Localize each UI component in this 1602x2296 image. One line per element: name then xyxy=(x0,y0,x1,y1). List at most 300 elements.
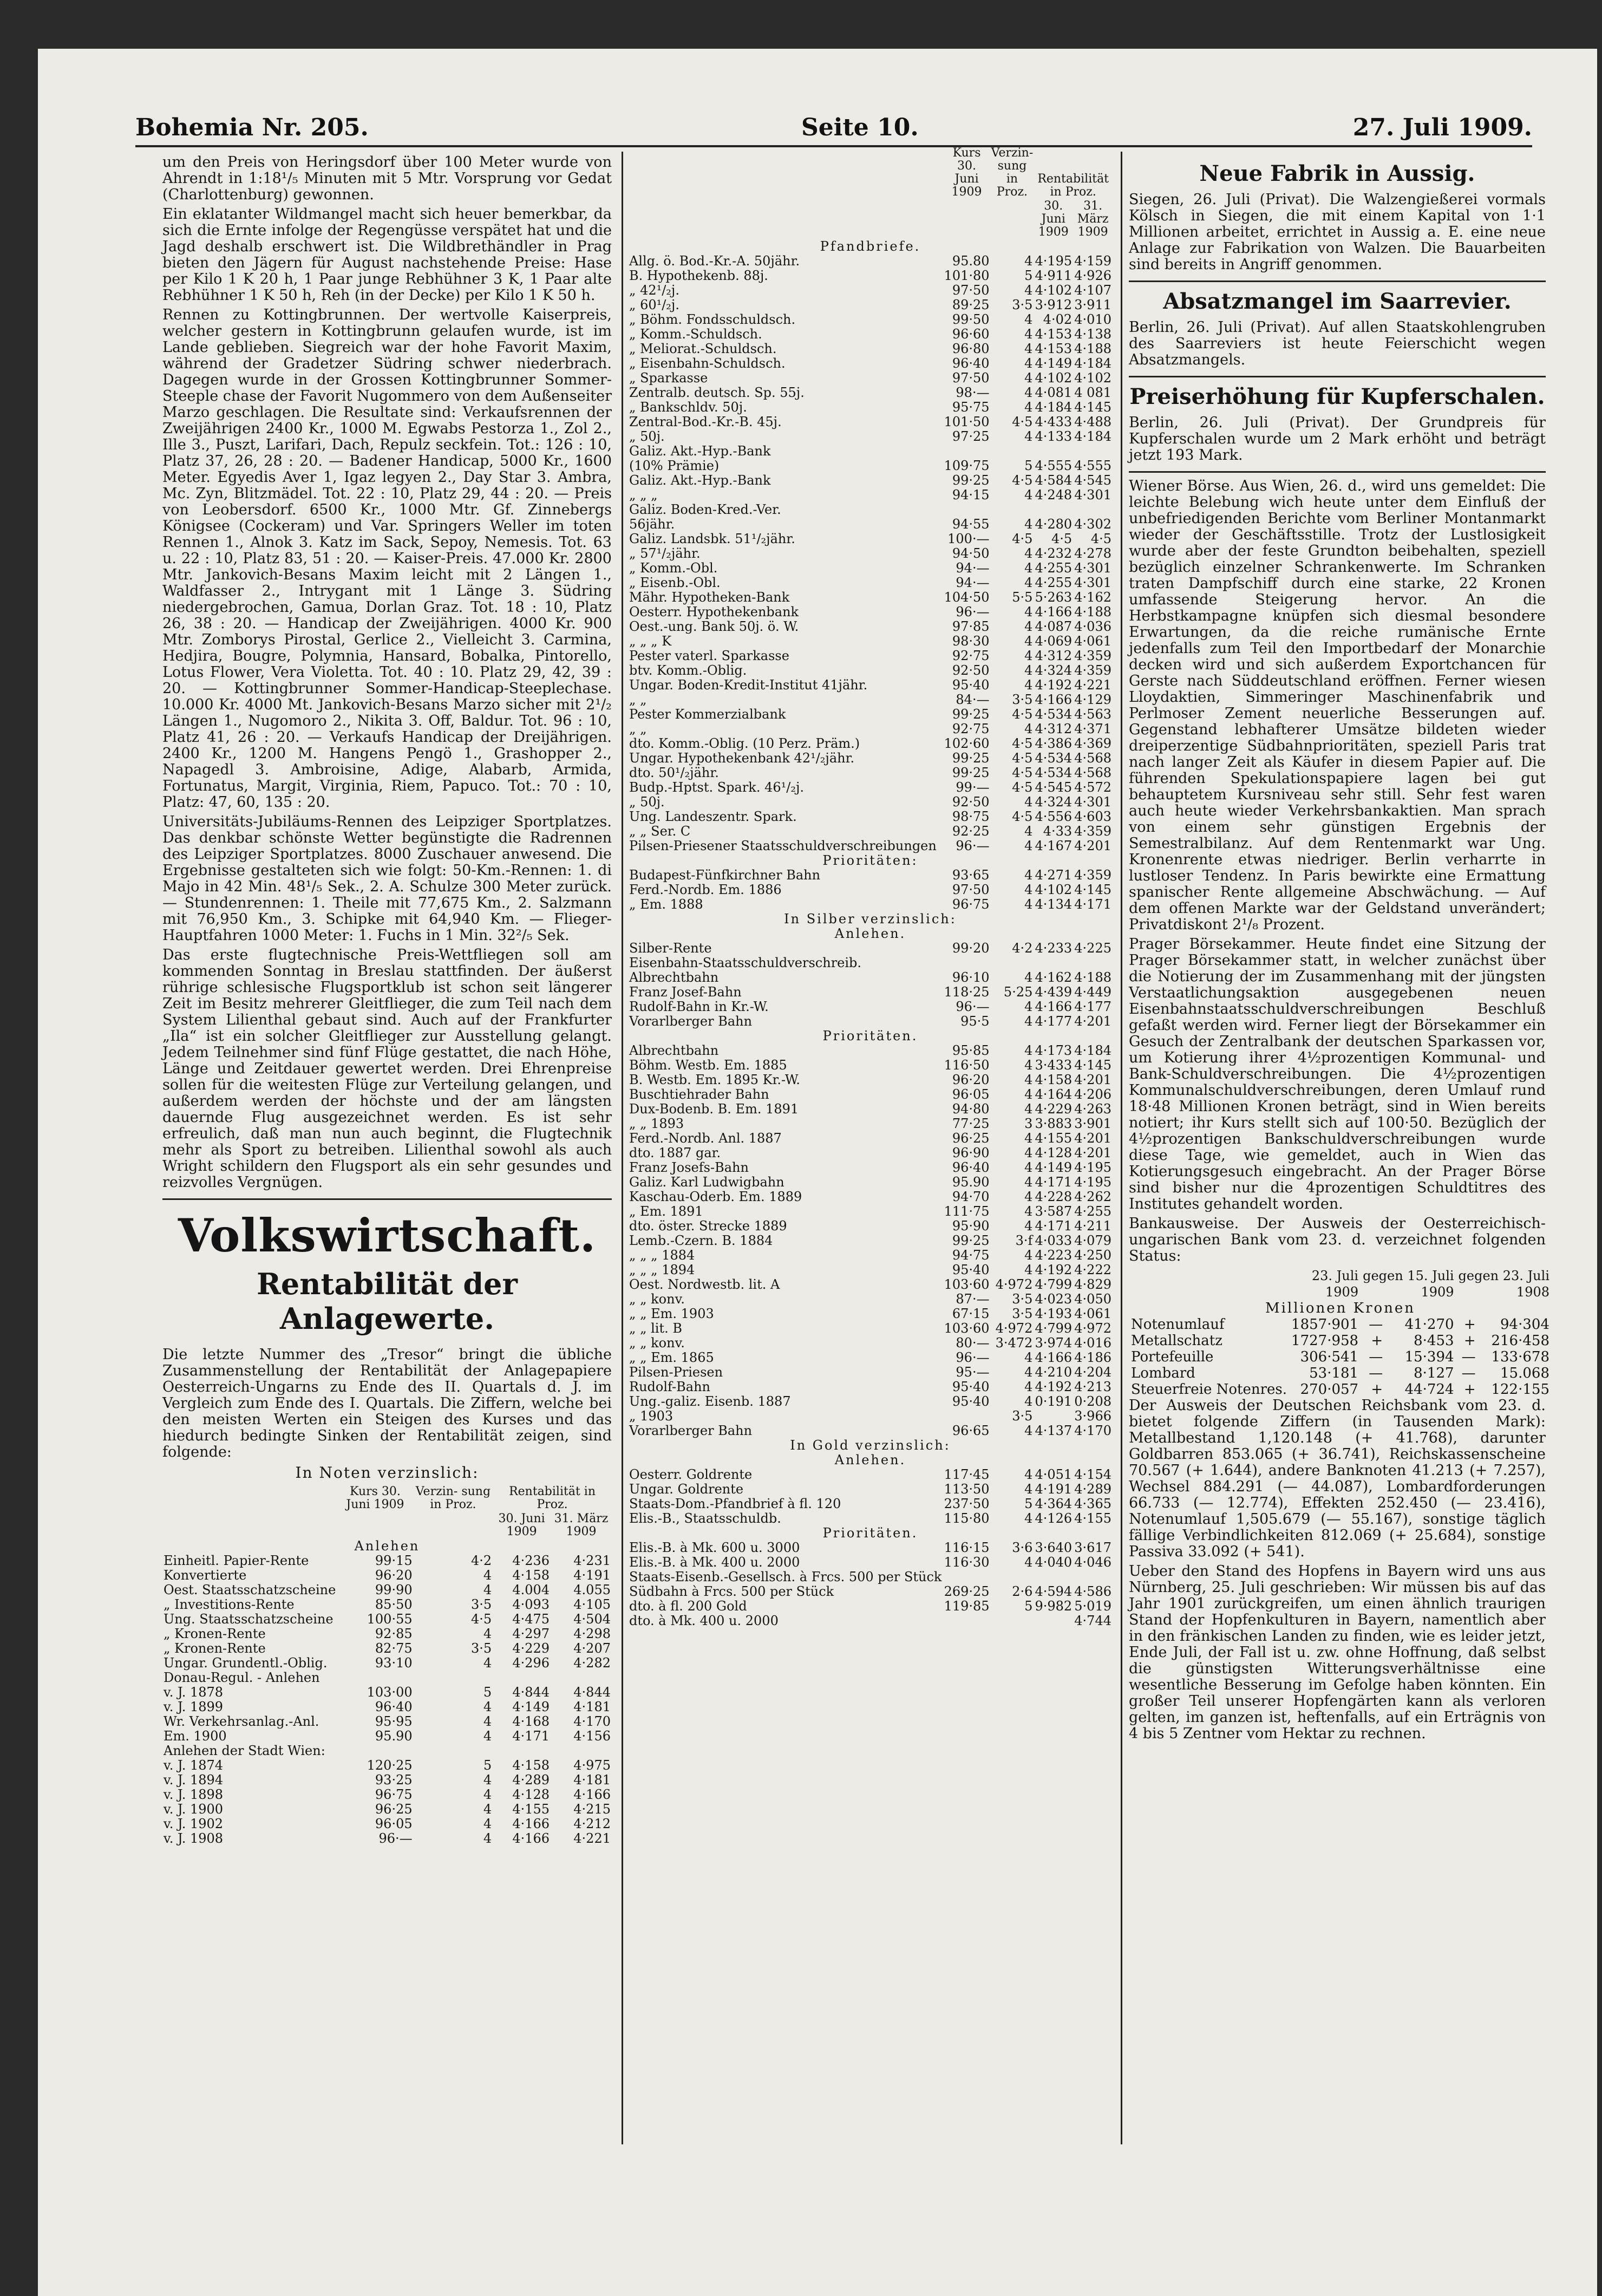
row-value: 4·192 xyxy=(1035,1262,1073,1277)
table-row xyxy=(628,795,1113,810)
row-value: 4·301 xyxy=(1074,794,1111,810)
section-heading-text: Anlehen. xyxy=(834,926,906,941)
row-value: 4·061 xyxy=(1074,634,1111,649)
row-value: 119·85 xyxy=(944,1599,990,1614)
row-value: 4·069 xyxy=(1035,634,1073,649)
right-divider-3 xyxy=(1129,471,1546,473)
row-value: 4·572 xyxy=(1074,780,1111,795)
row-value: 4 xyxy=(1024,794,1033,810)
row-label: Dux-Bodenb. B. Em. 1891 xyxy=(629,1101,799,1117)
row-value: 4 xyxy=(1024,604,1033,619)
row-label: „ Meliorat.-Schuldsch. xyxy=(629,341,777,356)
row-value: 4·145 xyxy=(1074,1058,1111,1073)
row-value xyxy=(1034,1570,1073,1584)
row-label: „ 50j. xyxy=(629,794,665,810)
table-row xyxy=(162,1554,612,1568)
row-label: „ „ Em. 1865 xyxy=(629,1350,714,1365)
row-label: v. J. 1894 xyxy=(164,1772,224,1788)
row-value: 2·6 xyxy=(1012,1584,1033,1599)
row-value: 101·50 xyxy=(944,414,990,429)
row-value: 82·75 xyxy=(375,1641,413,1656)
row-value: 96·60 xyxy=(952,327,990,342)
row-value: 109·75 xyxy=(944,458,990,473)
row-label: „ „ konv. xyxy=(629,1335,685,1351)
row-value: 4·568 xyxy=(1074,751,1111,766)
row-value: 4 xyxy=(483,1831,492,1846)
row-value: 98·30 xyxy=(952,634,990,649)
row-value: 4·2 xyxy=(1012,941,1033,956)
row-value: 4 xyxy=(1024,312,1033,327)
row-value: 96·10 xyxy=(952,970,990,985)
row-label: Em. 1900 xyxy=(164,1728,227,1744)
column-rule-1 xyxy=(622,152,623,2144)
row-label: v. J. 1899 xyxy=(164,1699,224,1714)
row-value: 4·744 xyxy=(1074,1613,1111,1628)
row-value: 4·201 xyxy=(1074,838,1111,853)
row-value: 4·167 xyxy=(1035,838,1073,853)
row-label: Pester Kommerzialbank xyxy=(629,707,786,722)
row-label: „ „ „ xyxy=(629,487,658,503)
row-label: Galiz. Boden-Kred.-Ver. xyxy=(629,502,781,517)
table-row xyxy=(628,1160,1113,1175)
bank-status-table xyxy=(1129,1268,1552,1398)
row-value: 4·177 xyxy=(1074,999,1111,1014)
row-value: 4·093 xyxy=(512,1597,550,1612)
row-value: 89·25 xyxy=(952,297,990,312)
row-label: „ Komm.-Obl. xyxy=(629,560,718,576)
row-value: 4·166 xyxy=(1035,999,1073,1014)
row-label: Böhm. Westb. Em. 1885 xyxy=(629,1058,787,1073)
row-value: 5·019 xyxy=(1074,1599,1111,1614)
table-row xyxy=(162,1744,612,1758)
row-value: 4 xyxy=(1024,1145,1033,1160)
row-value: 98·75 xyxy=(952,809,990,824)
row-label: Galiz. Akt.-Hyp.-Bank xyxy=(629,473,771,488)
row-value: 4·155 xyxy=(1074,1511,1111,1526)
row-label: Allg. ö. Bod.-Kr.-A. 50jähr. xyxy=(629,253,800,269)
row-value: 4·171 xyxy=(1035,1175,1073,1190)
table-row xyxy=(628,970,1113,985)
row-value xyxy=(414,1671,493,1685)
row-value: 3·912 xyxy=(1035,297,1073,312)
row-value: 4·369 xyxy=(1074,736,1111,751)
row-value: 4·149 xyxy=(1035,356,1073,371)
row-value: 4·149 xyxy=(512,1699,550,1714)
row-label: dto. 50¹/₂jähr. xyxy=(629,765,719,780)
row-value: 92·75 xyxy=(952,721,990,736)
table-row xyxy=(628,561,1113,576)
row-value: 4 xyxy=(1024,1555,1033,1570)
row-value: 306·541 xyxy=(1300,1349,1359,1365)
row-value: 4 xyxy=(1024,1043,1033,1058)
row-value xyxy=(493,1671,551,1685)
row-value: 95·40 xyxy=(952,1262,990,1277)
row-value: 118·25 xyxy=(944,984,990,1000)
row-label: Budapest-Fünfkirchner Bahn xyxy=(629,867,821,883)
row-label: Kaschau-Oderb. Em. 1889 xyxy=(629,1189,802,1204)
row-value: 96·— xyxy=(956,838,990,853)
row-value: 4 xyxy=(1024,1262,1033,1277)
row-value: 96·— xyxy=(378,1831,413,1846)
table-row xyxy=(162,1612,612,1627)
row-value: 4·359 xyxy=(1074,648,1111,663)
row-value: + xyxy=(1463,1316,1476,1333)
section-heading-text: In Gold verzinslich: xyxy=(790,1438,951,1453)
section-heading-text: Prioritäten. xyxy=(822,1028,918,1043)
row-value: 4·439 xyxy=(1035,984,1073,1000)
table-row xyxy=(628,386,1113,400)
page-header xyxy=(135,108,1532,146)
row-value: 4·972 xyxy=(1074,1321,1111,1336)
table-row xyxy=(628,1014,1113,1029)
section-heading-text: In Silber verzinslich: xyxy=(784,911,957,927)
row-value: 5 xyxy=(483,1685,492,1700)
row-value: 4 xyxy=(1024,1087,1033,1102)
row-value: 237·50 xyxy=(944,1496,990,1511)
table-row xyxy=(628,1394,1113,1409)
table-row xyxy=(628,1541,1113,1555)
rentability-table-notes xyxy=(162,1485,612,1846)
table-row xyxy=(162,1627,612,1641)
table-row xyxy=(628,868,1113,883)
row-value: 4·221 xyxy=(573,1831,611,1846)
row-value: 4 xyxy=(1024,1379,1033,1394)
row-value: 97·25 xyxy=(952,429,990,444)
table-row xyxy=(628,415,1113,429)
table-row xyxy=(628,1482,1113,1497)
row-label: „ Sparkasse xyxy=(629,370,708,386)
table-section-heading xyxy=(628,239,1113,254)
row-value: 4·184 xyxy=(1074,1043,1111,1058)
row-value: 85·50 xyxy=(375,1597,413,1612)
row-label: Buschtiehrader Bahn xyxy=(629,1087,769,1102)
row-value: 99·— xyxy=(956,780,990,795)
row-value: 4 xyxy=(483,1568,492,1583)
table-row xyxy=(628,1380,1113,1394)
row-value: 4·236 xyxy=(512,1553,550,1568)
row-label: (10% Prämie) xyxy=(629,458,720,473)
row-value: 99·25 xyxy=(952,751,990,766)
row-value: 3·433 xyxy=(1035,1058,1073,1073)
mid-col-verzinsung: Verzin- sung in Proz. xyxy=(991,146,1034,199)
left-para-4: Universitäts-Jubiläums-Rennen des Leipziger Sportplatzes. Das denkbar schönste Wetter begünstigte die Radrennen des Leipziger Sportplatzes. 8000 Zuschauer anwesend. Die Ergebnisse gestalteten sich wie folgt: 50-Km.-Rennen: 1. di Majo in 42 Min. 48¹/₅ Sek., 2. A. Schulze 300 Meter zurück. — Stundenrennen: 1. Theile mit 77,675 Km., 2. Salzmann mit 76,950 Km., 3. Schipke mit 64,940 Km. — Flieger-Hauptfahren 1000 Meter: 1. Fuchs in 1 Min. 32²/₅ Sek. xyxy=(162,813,612,944)
table-row xyxy=(628,985,1113,1000)
row-value: 3·901 xyxy=(1074,1116,1111,1131)
row-value: 4·545 xyxy=(1035,780,1073,795)
row-value: 4·545 xyxy=(1074,473,1111,488)
row-value: 5·263 xyxy=(1035,590,1073,605)
row-label: „ Böhm. Fondsschuldsch. xyxy=(629,312,796,327)
article-text-saar: Berlin, 26. Juli (Privat). Auf allen Staatskohlengruben des Saarreviers ist heute Feierschicht wegen Absatzmangels. xyxy=(1129,319,1546,368)
row-value: 4·255 xyxy=(1035,560,1073,576)
row-value: 4·568 xyxy=(1074,765,1111,780)
row-value: 4 081 xyxy=(1074,385,1111,400)
row-value: 4 xyxy=(1024,882,1033,897)
row-value: 4·184 xyxy=(1074,356,1111,371)
row-value xyxy=(337,1671,413,1685)
row-value: 4·255 xyxy=(1074,1204,1111,1219)
prager-boersekammer-para: Prager Börsekammer. Heute findet eine Sitzung der Prager Börsekammer statt, in welcher zunächst über die Notierung der im Zusammenhang mit der jüngsten Verstaatlichungsaktion ausgegebenen neuen Eisenbahnstaatsschuldverschreibungen Beschluß gefaßt werden wird. Ferner liegt der Börsekammer ein Gesuch der Zentralbank der deutschen Sparkassen vor, um Kotierung ihrer 4½prozentigen Kommunal- und Bank-Schuldverschreibungen. Die 4½prozentigen Kommunalschuldverschreibungen, deren Umlauf rund 18·48 Millionen Kronen beträgt, sind in Wien bereits notiert; ihr Kurs stellt sich auf 100·50. Bezüglich der 4½prozentigen Bankschuldverschreibungen wurde diese Tage, wie gemeldet, auch in Wien das Kotierungsgesuch eingebracht. An der Prager Börse sind bisher nur die 4prozentigen Schuldtitres des Institutes gehandelt worden. xyxy=(1129,936,1546,1212)
row-value: 4·799 xyxy=(1035,1277,1073,1292)
row-value: 4·188 xyxy=(1074,970,1111,985)
row-value: 4.055 xyxy=(573,1582,611,1597)
row-value: 4·972 xyxy=(995,1321,1033,1336)
row-value: 4·223 xyxy=(1035,1248,1073,1263)
row-value: 4 xyxy=(483,1728,492,1744)
row-label: „ „ lit. B xyxy=(629,1321,683,1336)
row-value xyxy=(943,1570,990,1584)
row-value: 4·149 xyxy=(1035,1160,1073,1175)
row-value: 4·975 xyxy=(573,1758,611,1773)
row-value: 4·359 xyxy=(1074,824,1111,839)
row-value: 4·193 xyxy=(1035,1306,1073,1321)
table-row xyxy=(628,1614,1113,1628)
row-label: Galiz. Akt.-Hyp.-Bank xyxy=(629,443,771,459)
table-row xyxy=(628,649,1113,663)
row-label: dto. à Mk. 400 u. 2000 xyxy=(629,1613,779,1628)
row-value: 4·5 xyxy=(1012,809,1033,824)
table-row xyxy=(628,1073,1113,1087)
row-value: 3·5 xyxy=(1012,1306,1033,1321)
row-value: 4·016 xyxy=(1074,1335,1111,1351)
row-value: 4·5 xyxy=(1051,531,1073,546)
bank-row xyxy=(1129,1349,1552,1365)
col-maerz: 31. März 1909 xyxy=(554,1512,609,1538)
row-value xyxy=(991,1614,1034,1628)
hopfen-para: Ueber den Stand des Hopfens in Bayern wird uns aus Nürnberg, 25. Juli geschrieben: Wir müssen bis auf das Jahr 1901 zurückgreifen, um einen ähnlich traurigen Stand der Hopfenkulturen in Bayern, namentlich aber in den fränkischen Landen zu finden, wie es leider jetzt, Ende Juli, der Fall ist u. zw. ohne Hoffnung, daß selbst die günstigsten Witterungsverhältnisse eine wesentliche Besserung im Gefolge haben könnten. Ein großer Teil unserer Hopfengärten kann als verloren gelten, im ganzen ist, heftenfalls, auf ein Erträgnis von 4 bis 5 Zentner vom Hektar zu rechnen. xyxy=(1129,1563,1546,1742)
row-value: 92·50 xyxy=(952,794,990,810)
row-value: 4 xyxy=(1024,824,1033,839)
row-value: 4·229 xyxy=(1035,1101,1073,1117)
row-label: Elis.-B., Staatsschuldb. xyxy=(629,1511,781,1526)
row-label: Ung.-galiz. Eisenb. 1887 xyxy=(629,1394,791,1409)
mid-col-kurs: Kurs 30. Juni 1909 xyxy=(951,146,982,199)
table-row xyxy=(628,1263,1113,1277)
row-value: 4·171 xyxy=(512,1728,550,1744)
row-value: 99·25 xyxy=(952,765,990,780)
row-value: 4 xyxy=(1024,400,1033,415)
row-value: 4·584 xyxy=(1035,473,1073,488)
table-section-heading xyxy=(628,1526,1113,1541)
row-value: 113·50 xyxy=(944,1482,990,1497)
table-row xyxy=(628,342,1113,356)
row-label: Budp.-Hptst. Spark. 46¹/₂j. xyxy=(629,780,805,795)
row-value: 67·15 xyxy=(952,1306,990,1321)
row-value: 4·211 xyxy=(1074,1218,1111,1234)
table-row xyxy=(628,1146,1113,1160)
table-row xyxy=(628,1307,1113,1321)
row-value: 99·90 xyxy=(375,1582,413,1597)
row-value: 100·55 xyxy=(367,1612,413,1627)
row-value: 41·270 xyxy=(1404,1316,1454,1333)
row-value: 97·50 xyxy=(952,283,990,298)
row-value: 96·75 xyxy=(952,897,990,912)
row-value: 4 xyxy=(1024,429,1033,444)
row-value: 4·289 xyxy=(512,1772,550,1788)
row-value: 94·80 xyxy=(952,1101,990,1117)
row-label: Ungar. Hypothekenbank 42¹/₂jähr. xyxy=(629,751,855,766)
row-value: 4·212 xyxy=(573,1816,611,1831)
table-row xyxy=(628,956,1113,970)
table-row xyxy=(628,897,1113,912)
row-value: 0·191 xyxy=(1035,1394,1073,1409)
row-value: 4·192 xyxy=(1035,1379,1073,1394)
bank-head-compare: gegen 15. Juli xyxy=(1363,1268,1454,1283)
row-label: Südbahn à Frcs. 500 per Stück xyxy=(629,1584,834,1599)
table-row xyxy=(628,1497,1113,1511)
row-value: 4·312 xyxy=(1035,648,1073,663)
row-label: „ 42¹/₂j. xyxy=(629,283,679,298)
row-value: 4 xyxy=(483,1582,492,1597)
row-value: 4·061 xyxy=(1074,1306,1111,1321)
row-value: 101·80 xyxy=(944,268,990,283)
row-value: 4·166 xyxy=(1035,604,1073,619)
row-value: 15·394 xyxy=(1404,1349,1454,1365)
row-value: 5 xyxy=(1024,1496,1033,1511)
table-row xyxy=(162,1729,612,1744)
row-value: 4·170 xyxy=(573,1714,611,1729)
left-column xyxy=(162,154,612,2158)
row-value: 8·127 xyxy=(1414,1365,1454,1381)
row-value: 4·181 xyxy=(573,1772,611,1788)
table-row xyxy=(162,1685,612,1700)
row-value: + xyxy=(1463,1381,1476,1398)
left-para-5: Das erste flugtechnische Preis-Wettfliegen soll am kommenden Sonntag in Breslau stattfinden. Der äußerst rührige schlesische Flugsportklub ist schon seit längerer Zeit im Besitz mehrerer Gleitflieger, die zum Teil nach dem System Lilienthal gebaut sind. Auch auf der Frankfurter „Ila“ ist ein solcher Gleitflieger zur Ausstellung gelangt. Jedem Teilnehmer sind fünf Flüge gestattet, die nach Höhe, Länge und Zeitdauer gewertet werden. Drei Ehrenpreise sollen für die weitesten Flüge zur Verteilung gelangen, und außerdem werden der höchste und der am längsten dauernde Flug ausgezeichnet werden. Es ist sehr erfreulich, daß man nun auch beginnt, die Flugtechnik mehr als Sport zu betreiben. Lilienthal sowohl als auch Wright schildern den Flugsport als ein sehr gesundes und reizvolles Vergnügen. xyxy=(162,947,612,1191)
row-value: 4 xyxy=(1024,487,1033,503)
row-value: 95·90 xyxy=(952,1218,990,1234)
table-row xyxy=(628,1190,1113,1204)
row-value: 4 xyxy=(1024,327,1033,342)
row-value: 94·50 xyxy=(952,546,990,561)
row-value: 4·166 xyxy=(512,1831,550,1846)
row-value: 4·262 xyxy=(1074,1189,1111,1204)
row-value: 96·80 xyxy=(952,341,990,356)
row-label: Ungar. Grundentl.-Oblig. xyxy=(164,1655,328,1671)
row-value: 4·926 xyxy=(1074,268,1111,283)
row-label: Albrechtbahn xyxy=(629,970,719,985)
row-label: Steuerfreie Notenres. xyxy=(1131,1381,1287,1398)
row-value: 94·55 xyxy=(952,517,990,532)
row-value: 4·225 xyxy=(1074,941,1111,956)
row-value: 4 xyxy=(1024,253,1033,269)
row-value: 99·50 xyxy=(952,312,990,327)
header-page-number: Seite 10. xyxy=(801,114,919,141)
row-value: 94·— xyxy=(956,560,990,576)
row-value: 95·5 xyxy=(960,1014,990,1029)
table-row xyxy=(162,1773,612,1788)
row-value: 4 xyxy=(1024,970,1033,985)
row-value: 4·488 xyxy=(1074,414,1111,429)
row-value: 96·— xyxy=(956,604,990,619)
row-value: 4·844 xyxy=(573,1685,611,1700)
row-value xyxy=(1034,956,1073,970)
row-value: 99·20 xyxy=(952,941,990,956)
article-text-kupfer: Berlin, 26. Juli (Privat). Der Grundpreis für Kupferschalen wurde um 2 Mark erhöht und beträgt jetzt 193 Mark. xyxy=(1129,414,1546,464)
row-value: 99·15 xyxy=(375,1553,413,1568)
table-row xyxy=(628,941,1113,956)
row-value: 4 xyxy=(1024,634,1033,649)
row-value xyxy=(1034,1614,1073,1628)
row-value: 111·75 xyxy=(944,1204,990,1219)
table-row xyxy=(628,883,1113,897)
row-value: 4·603 xyxy=(1074,809,1111,824)
table-row xyxy=(628,473,1113,488)
table-row xyxy=(628,1424,1113,1438)
row-value: 92·85 xyxy=(375,1626,413,1641)
row-label: Oest.-ung. Bank 50j. ö. W. xyxy=(629,619,799,634)
table-row xyxy=(628,1204,1113,1219)
table-row xyxy=(162,1671,612,1685)
row-value: 4·145 xyxy=(1074,400,1111,415)
row-value: 3·5 xyxy=(1012,1408,1033,1424)
row-value: 96·75 xyxy=(375,1787,413,1802)
row-label: „ Bankschldv. 50j. xyxy=(629,400,747,415)
row-value: 103·00 xyxy=(367,1685,413,1700)
row-value xyxy=(943,444,990,459)
left-para-2: Ein eklatanter Wildmangel macht sich heuer bemerkbar, da sich die Ernte infolge der Regengüsse verspätet hat und die Jagd deshalb erschwert ist. Die Wildbrethändler in Prag bieten den Jägern für August nachstehende Preise: Hase per Kilo 1 K 20 h, 1 Paar junge Rebhühner 3 K, 1 Paar alte Rebhühner 1 K 50 h, Reh (in der Decke) per Kilo 1 K 50 h. xyxy=(162,206,612,304)
table-row xyxy=(162,1817,612,1831)
article-intro: Die letzte Nummer des „Tresor“ bringt die übliche Zusammenstellung der Rentabilität der Anlagepapiere Oesterreich-Ungarns zu Ende des II. Quartals d. J. im Vergleich zum Ende des I. Quartals. Die Ziffern, welche bei den meisten Werten ein Steigen des Kurses und das hiedurch bedingte Sinken der Rentabilität zeigen, sind folgende: xyxy=(162,1346,612,1460)
row-value: 94·70 xyxy=(952,1189,990,1204)
row-value: 4·155 xyxy=(512,1802,550,1817)
row-value: 4 xyxy=(1024,1218,1033,1234)
mid-col-rentabilitaet: Rentabilität in Proz. xyxy=(1037,172,1109,199)
row-label: „ Eisenb.-Obl. xyxy=(629,575,721,590)
row-label: Vorarlberger Bahn xyxy=(629,1423,753,1438)
row-value: 4·188 xyxy=(1074,341,1111,356)
row-label: „ „ Em. 1903 xyxy=(629,1306,714,1321)
row-value: 104·50 xyxy=(944,590,990,605)
row-value: 4·301 xyxy=(1074,575,1111,590)
table-row xyxy=(628,1570,1113,1584)
table-row xyxy=(162,1802,612,1817)
row-value: + xyxy=(1371,1381,1383,1398)
row-value: 115·80 xyxy=(944,1511,990,1526)
row-label: btv. Komm.-Oblig. xyxy=(629,663,747,678)
row-value: 4 xyxy=(1024,341,1033,356)
row-value: 4·232 xyxy=(1035,546,1073,561)
row-value: 96·65 xyxy=(952,1423,990,1438)
row-value: 4·250 xyxy=(1074,1248,1111,1263)
row-value: 4·134 xyxy=(1035,897,1073,912)
table-row xyxy=(628,356,1113,371)
row-value xyxy=(1034,1409,1073,1424)
row-value xyxy=(1073,503,1113,517)
row-label: Silber-Rente xyxy=(629,941,712,956)
table-row xyxy=(162,1641,612,1656)
table-row xyxy=(628,634,1113,649)
row-value: 4·5 xyxy=(1012,736,1033,751)
table-row xyxy=(628,254,1113,269)
table-row xyxy=(628,1584,1113,1599)
row-value: 116·30 xyxy=(944,1555,990,1570)
row-label: dto. öster. Strecke 1889 xyxy=(629,1218,787,1234)
row-label: „ „ 1893 xyxy=(629,1116,684,1131)
row-label: v. J. 1902 xyxy=(164,1816,224,1831)
row-label: 56jähr. xyxy=(629,517,675,532)
section-title: Volkswirtschaft. xyxy=(178,1209,597,1262)
table-section-heading xyxy=(628,1453,1113,1467)
row-value xyxy=(1034,503,1073,517)
row-value: 4·324 xyxy=(1035,794,1073,810)
row-value: 3·974 xyxy=(1035,1335,1073,1351)
row-value: 4·201 xyxy=(1074,1072,1111,1087)
row-value: 4·102 xyxy=(1035,882,1073,897)
row-value: 3·5 xyxy=(470,1597,492,1612)
row-value: 4 xyxy=(1024,648,1033,663)
row-value: 4 xyxy=(1024,1482,1033,1497)
row-value: 4·594 xyxy=(1035,1584,1073,1599)
